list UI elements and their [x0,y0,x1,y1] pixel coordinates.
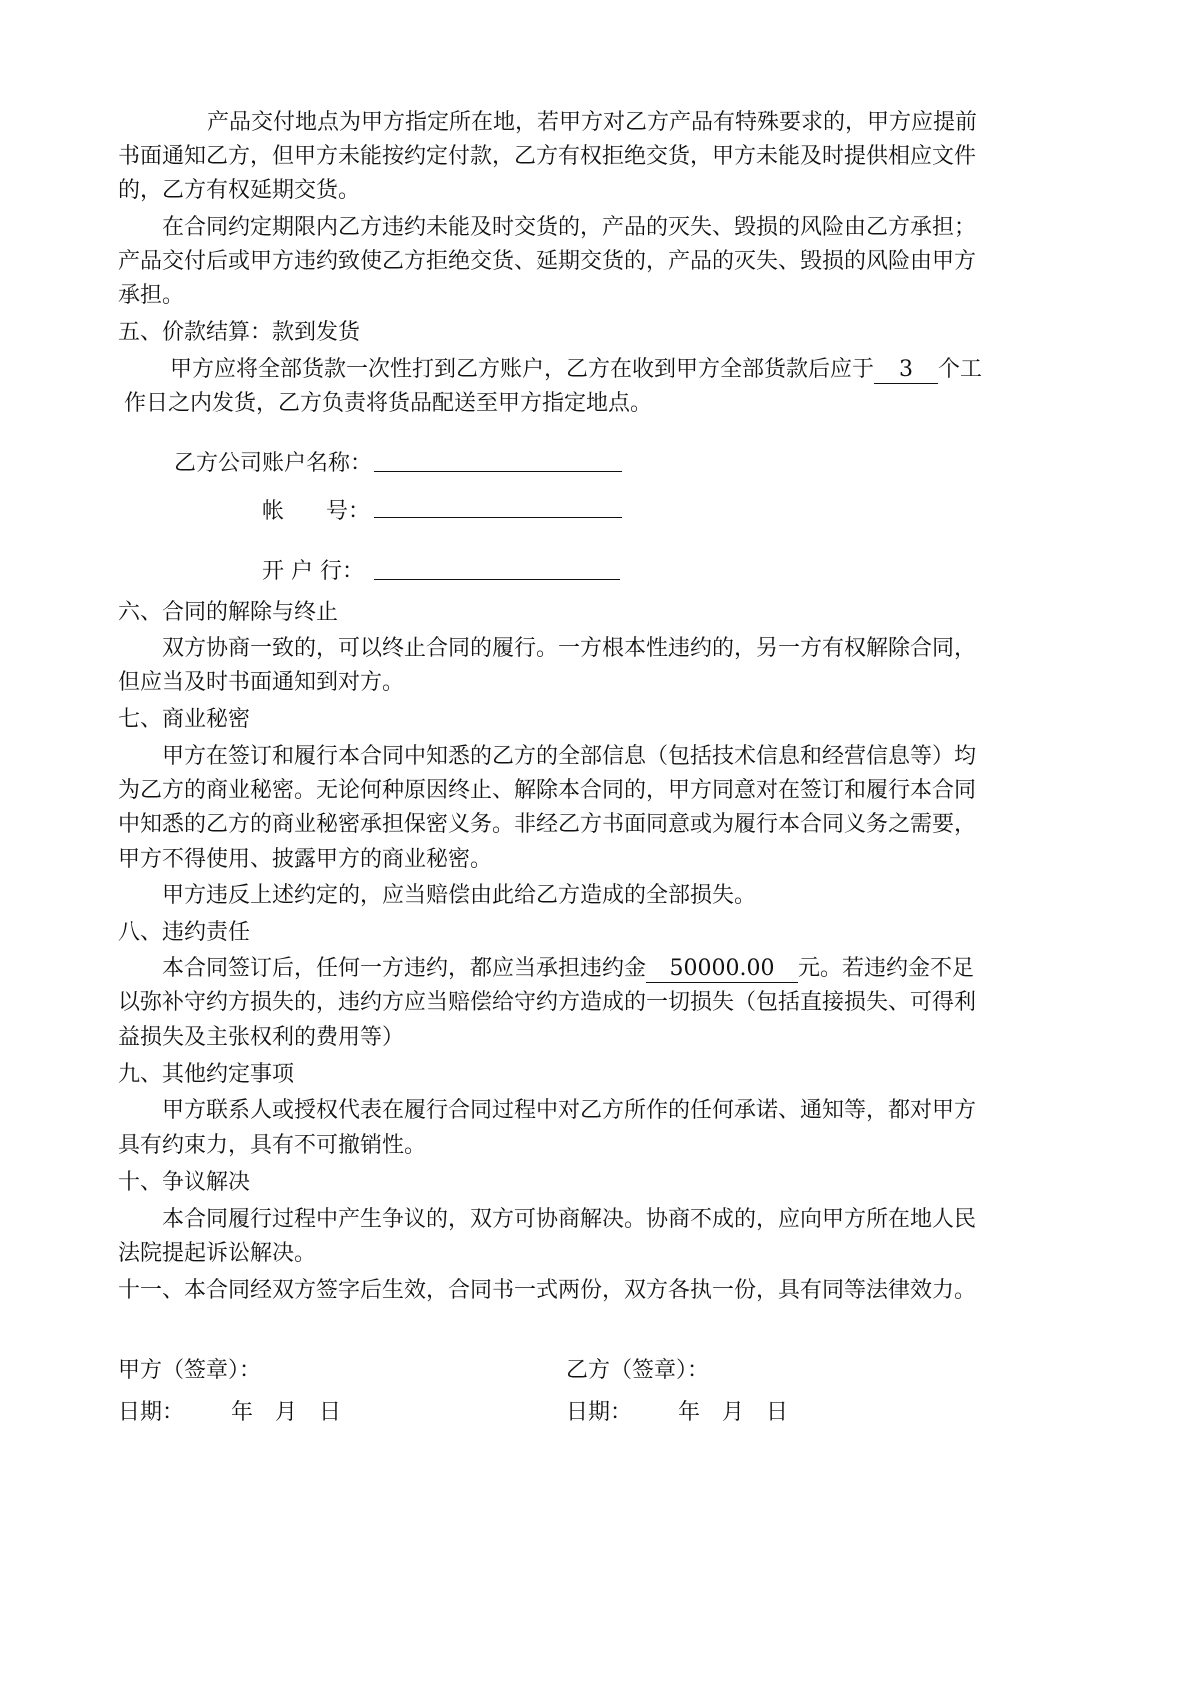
party-b-signature-label: 乙方（签章）： [566,1358,710,1383]
account-number-label: 帐 号： [262,499,370,524]
secrets-line3: 中知悉的乙方的商业秘密承担保密义务。非经乙方书面同意或为履行本合同义务之需要， [118,812,977,837]
party-a-date-year: 年 [231,1400,254,1425]
delivery-p1-line1: 产品交付地点为甲方指定所在地，若甲方对乙方产品有特殊要求的，甲方应提前 [207,110,978,135]
payment-line1 [170,355,982,385]
secrets-line1: 甲方在签订和履行本合同中知悉的乙方的全部信息（包括技术信息和经营信息等）均 [162,744,977,769]
other-heading: 九、其他约定事项 [118,1062,295,1087]
account-number-blank [374,517,622,518]
delivery-p1-line3: 的，乙方有权延期交货。 [118,178,361,203]
delivery-p2-line2: 产品交付后或甲方违约致使乙方拒绝交货、延期交货的，产品的灭失、毁损的风险由甲方 [118,249,977,274]
secrets-line5: 甲方违反上述约定的，应当赔偿由此给乙方造成的全部损失。 [162,883,757,908]
delivery-days-value: 3 [874,357,938,384]
liability-line1 [162,954,974,984]
liability-heading: 八、违约责任 [118,920,251,945]
secrets-line4: 甲方不得使用、披露甲方的商业秘密。 [118,847,493,872]
party-a-date-month: 月 [275,1400,298,1425]
payment-line1-post: 个工 [938,357,983,382]
delivery-p2-line1: 在合同约定期限内乙方违约未能及时交货的，产品的灭失、毁损的风险由乙方承担； [162,215,977,240]
account-name-blank [374,471,622,472]
party-a-signature-label: 甲方（签章）： [118,1358,262,1383]
liability-line1-post: 元。若违约金不足 [798,956,975,981]
other-line2: 具有约束力，具有不可撤销性。 [118,1133,427,1158]
secrets-heading: 七、商业秘密 [118,707,251,732]
bank-blank [374,579,620,580]
dispute-line2: 法院提起诉讼解决。 [118,1241,317,1266]
account-name-label: 乙方公司账户名称： [174,451,373,476]
payment-line2: 作日之内发货，乙方负责将货品配送至甲方指定地点。 [124,391,653,416]
termination-line1: 双方协商一致的，可以终止合同的履行。一方根本性违约的，另一方有权解除合同， [162,636,977,661]
dispute-line1: 本合同履行过程中产生争议的，双方可协商解决。协商不成的，应向甲方所在地人民 [162,1207,977,1232]
payment-heading: 五、价款结算：款到发货 [118,320,361,345]
party-a-date-label: 日期： [118,1400,185,1425]
liability-line3: 益损失及主张权利的费用等） [118,1025,405,1050]
payment-line1-pre: 甲方应将全部货款一次性打到乙方账户，乙方在收到甲方全部货款后应于 [170,357,875,382]
dispute-heading: 十、争议解决 [118,1170,251,1195]
delivery-p2-line3: 承担。 [118,283,185,308]
party-b-date-day: 日 [766,1400,789,1425]
effect-clause: 十一、本合同经双方签字后生效，合同书一式两份，双方各执一份，具有同等法律效力。 [118,1278,977,1303]
party-b-date-year: 年 [678,1400,701,1425]
termination-heading: 六、合同的解除与终止 [118,600,339,625]
liability-line1-pre: 本合同签订后，任何一方违约，都应当承担违约金 [162,956,647,981]
liability-line2: 以弥补守约方损失的，违约方应当赔偿给守约方造成的一切损失（包括直接损失、可得利 [118,990,977,1015]
bank-label: 开 户 行： [262,559,364,584]
party-b-date-label: 日期： [566,1400,633,1425]
penalty-amount-value: 50000.00 [646,956,798,983]
party-a-date-day: 日 [319,1400,342,1425]
other-line1: 甲方联系人或授权代表在履行合同过程中对乙方所作的任何承诺、通知等，都对甲方 [162,1098,977,1123]
delivery-p1-line2: 书面通知乙方，但甲方未能按约定付款，乙方有权拒绝交货，甲方未能及时提供相应文件 [118,144,977,169]
termination-line2: 但应当及时书面通知到对方。 [118,670,405,695]
secrets-line2: 为乙方的商业秘密。无论何种原因终止、解除本合同的，甲方同意对在签订和履行本合同 [118,778,977,803]
party-b-date-month: 月 [722,1400,745,1425]
